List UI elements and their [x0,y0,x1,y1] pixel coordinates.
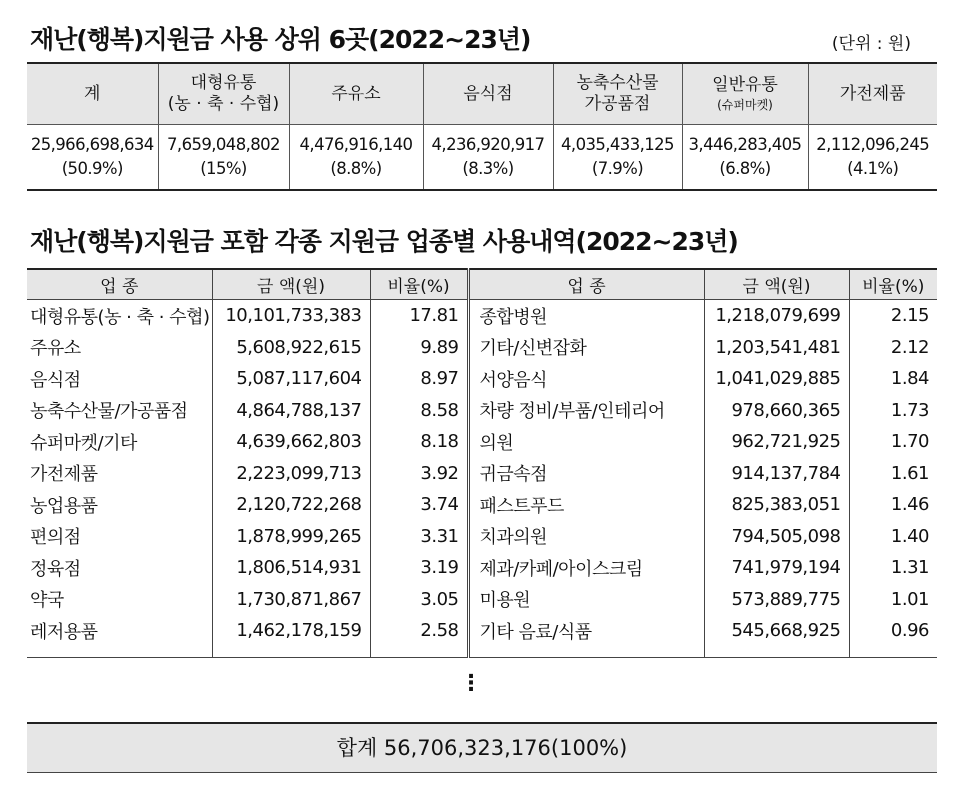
industry-usage-table [27,268,937,658]
top-header-1 [158,63,289,125]
table-row [27,363,937,395]
right-amount: 914,137,784 [704,458,849,490]
left-industry: 농축수산물/가공품점 [30,401,188,423]
right-amount: 1,218,079,699 [704,300,849,332]
right-amount: 825,383,051 [704,489,849,521]
left-amount: 1,462,178,159 [212,615,370,647]
top-header-0 [27,63,158,125]
table-row [27,489,937,521]
left-industry: 약국 [30,590,64,612]
top-six-table [27,62,937,191]
top-percent: (4.1%) [847,159,899,178]
header-amount-left: 금 액(원) [212,269,370,300]
main-table-header-row [27,269,937,300]
top-header-6 [808,63,937,125]
right-amount: 978,660,365 [704,395,849,427]
right-industry: 제과/카페/아이스크림 [468,552,704,584]
top-header-label: 가전제품 [839,83,906,104]
top-value-cell-1 [158,125,289,191]
top-percent: (6.8%) [719,159,771,178]
top-amount: 3,446,283,405 [688,135,802,154]
top-table-title: 재난(행복)지원금 사용 상위 6곳(2022~23년) [30,25,531,54]
left-industry: 편의점 [30,527,81,549]
left-amount: 2,120,722,268 [212,489,370,521]
right-industry: 종합병원 [468,300,704,332]
top-percent: (50.9%) [61,159,123,178]
header-amount-right: 금 액(원) [704,269,849,300]
table-row [27,584,937,616]
table-row [27,332,937,364]
left-industry: 농업용품 [30,495,98,517]
top-value-cell-0 [27,125,158,191]
top-header-2 [289,63,423,125]
spacer-cell [212,647,370,658]
total-label: 합계 56,706,323,176(100%) [336,736,628,760]
unit-label: (단위 : 원) [831,34,911,54]
right-industry: 치과의원 [468,521,704,553]
left-industry: 대형유통(농 · 축 · 수협) [30,306,210,328]
top-value-cell-6 [808,125,937,191]
table-spacer-row [27,647,937,658]
left-ratio: 8.18 [370,426,468,458]
top-header-sublabel: 가공품점 [584,94,651,114]
top-amount: 2,112,096,245 [816,135,930,154]
right-amount: 573,889,775 [704,584,849,616]
table-row [27,395,937,427]
top-table-header-row [27,63,937,125]
spacer-cell [704,647,849,658]
spacer-cell [370,647,468,658]
total-bar [27,722,937,773]
left-amount: 2,223,099,713 [212,458,370,490]
top-header-3 [423,63,553,125]
top-header-label: 일반유통 [712,74,778,95]
top-percent: (15%) [200,159,247,178]
left-industry: 정육점 [30,558,81,580]
right-industry: 귀금속점 [468,458,704,490]
left-industry: 주유소 [30,338,81,360]
right-ratio: 0.96 [849,615,937,647]
top-header-label: 음식점 [463,83,513,104]
left-ratio: 8.97 [370,363,468,395]
left-ratio: 3.31 [370,521,468,553]
top-header-label: 계 [84,83,101,104]
top-value-cell-4 [553,125,682,191]
top-table-value-row [27,125,937,191]
right-amount: 1,041,029,885 [704,363,849,395]
left-amount: 5,087,117,604 [212,363,370,395]
right-ratio: 1.73 [849,395,937,427]
right-ratio: 1.70 [849,426,937,458]
top-percent: (8.8%) [330,159,382,178]
left-amount: 1,806,514,931 [212,552,370,584]
table-row [27,615,937,647]
right-ratio: 1.40 [849,521,937,553]
spacer-cell [849,647,937,658]
header-ratio-left: 비율(%) [370,269,468,300]
right-amount: 962,721,925 [704,426,849,458]
top-value-cell-2 [289,125,423,191]
top-amount: 4,035,433,125 [561,135,674,154]
table-row [27,552,937,584]
top-header-note: (슈퍼마켓) [717,97,773,112]
right-amount: 741,979,194 [704,552,849,584]
main-table-title: 재난(행복)지원금 포함 각종 지원금 업종별 사용내역(2022~23년) [30,227,738,256]
table-row [27,426,937,458]
left-amount: 4,864,788,137 [212,395,370,427]
top-header-label: 대형유통 [190,73,257,93]
right-ratio: 1.84 [849,363,937,395]
header-industry-left: 업 종 [27,269,212,300]
top-amount: 7,659,048,802 [167,135,280,154]
left-ratio: 3.05 [370,584,468,616]
left-industry: 음식점 [30,369,81,391]
spacer-cell [27,647,212,658]
continuation-ellipsis: ⋮ [460,671,482,696]
right-ratio: 1.61 [849,458,937,490]
top-amount: 4,236,920,917 [431,135,545,154]
left-industry: 가전제품 [30,464,98,486]
table-row [27,458,937,490]
left-industry: 슈퍼마켓/기타 [30,432,137,454]
left-ratio: 17.81 [370,300,468,332]
right-industry: 의원 [468,426,704,458]
top-value-cell-5 [682,125,808,191]
right-amount: 794,505,098 [704,521,849,553]
top-header-label: 주유소 [331,83,381,104]
top-amount: 25,966,698,634 [30,135,154,154]
left-amount: 1,878,999,265 [212,521,370,553]
right-ratio: 1.31 [849,552,937,584]
table-row [27,521,937,553]
right-ratio: 1.46 [849,489,937,521]
right-industry: 기타/신변잡화 [468,332,704,364]
right-ratio: 2.15 [849,300,937,332]
left-ratio: 2.58 [370,615,468,647]
spacer-cell [468,647,704,658]
right-industry: 패스트푸드 [468,489,704,521]
right-industry: 기타 음료/식품 [468,615,704,647]
left-ratio: 3.92 [370,458,468,490]
right-ratio: 1.01 [849,584,937,616]
right-industry: 차량 정비/부품/인테리어 [468,395,704,427]
left-ratio: 8.58 [370,395,468,427]
table-row [27,300,937,332]
top-percent: (8.3%) [462,159,514,178]
right-ratio: 2.12 [849,332,937,364]
right-amount: 1,203,541,481 [704,332,849,364]
top-amount: 4,476,916,140 [299,135,413,154]
left-ratio: 3.19 [370,552,468,584]
right-amount: 545,668,925 [704,615,849,647]
left-amount: 5,608,922,615 [212,332,370,364]
left-amount: 10,101,733,383 [212,300,370,332]
left-amount: 4,639,662,803 [212,426,370,458]
left-ratio: 3.74 [370,489,468,521]
top-header-label: 농축수산물 [576,73,659,93]
header-industry-right: 업 종 [468,269,704,300]
top-header-sublabel: (농 · 축 · 수협) [167,94,280,114]
left-industry: 레저용품 [30,621,98,643]
top-value-cell-3 [423,125,553,191]
top-percent: (7.9%) [591,159,644,178]
left-amount: 1,730,871,867 [212,584,370,616]
top-header-5 [682,63,808,125]
right-industry: 서양음식 [468,363,704,395]
header-ratio-right: 비율(%) [849,269,937,300]
top-header-4 [553,63,682,125]
left-ratio: 9.89 [370,332,468,364]
right-industry: 미용원 [468,584,704,616]
